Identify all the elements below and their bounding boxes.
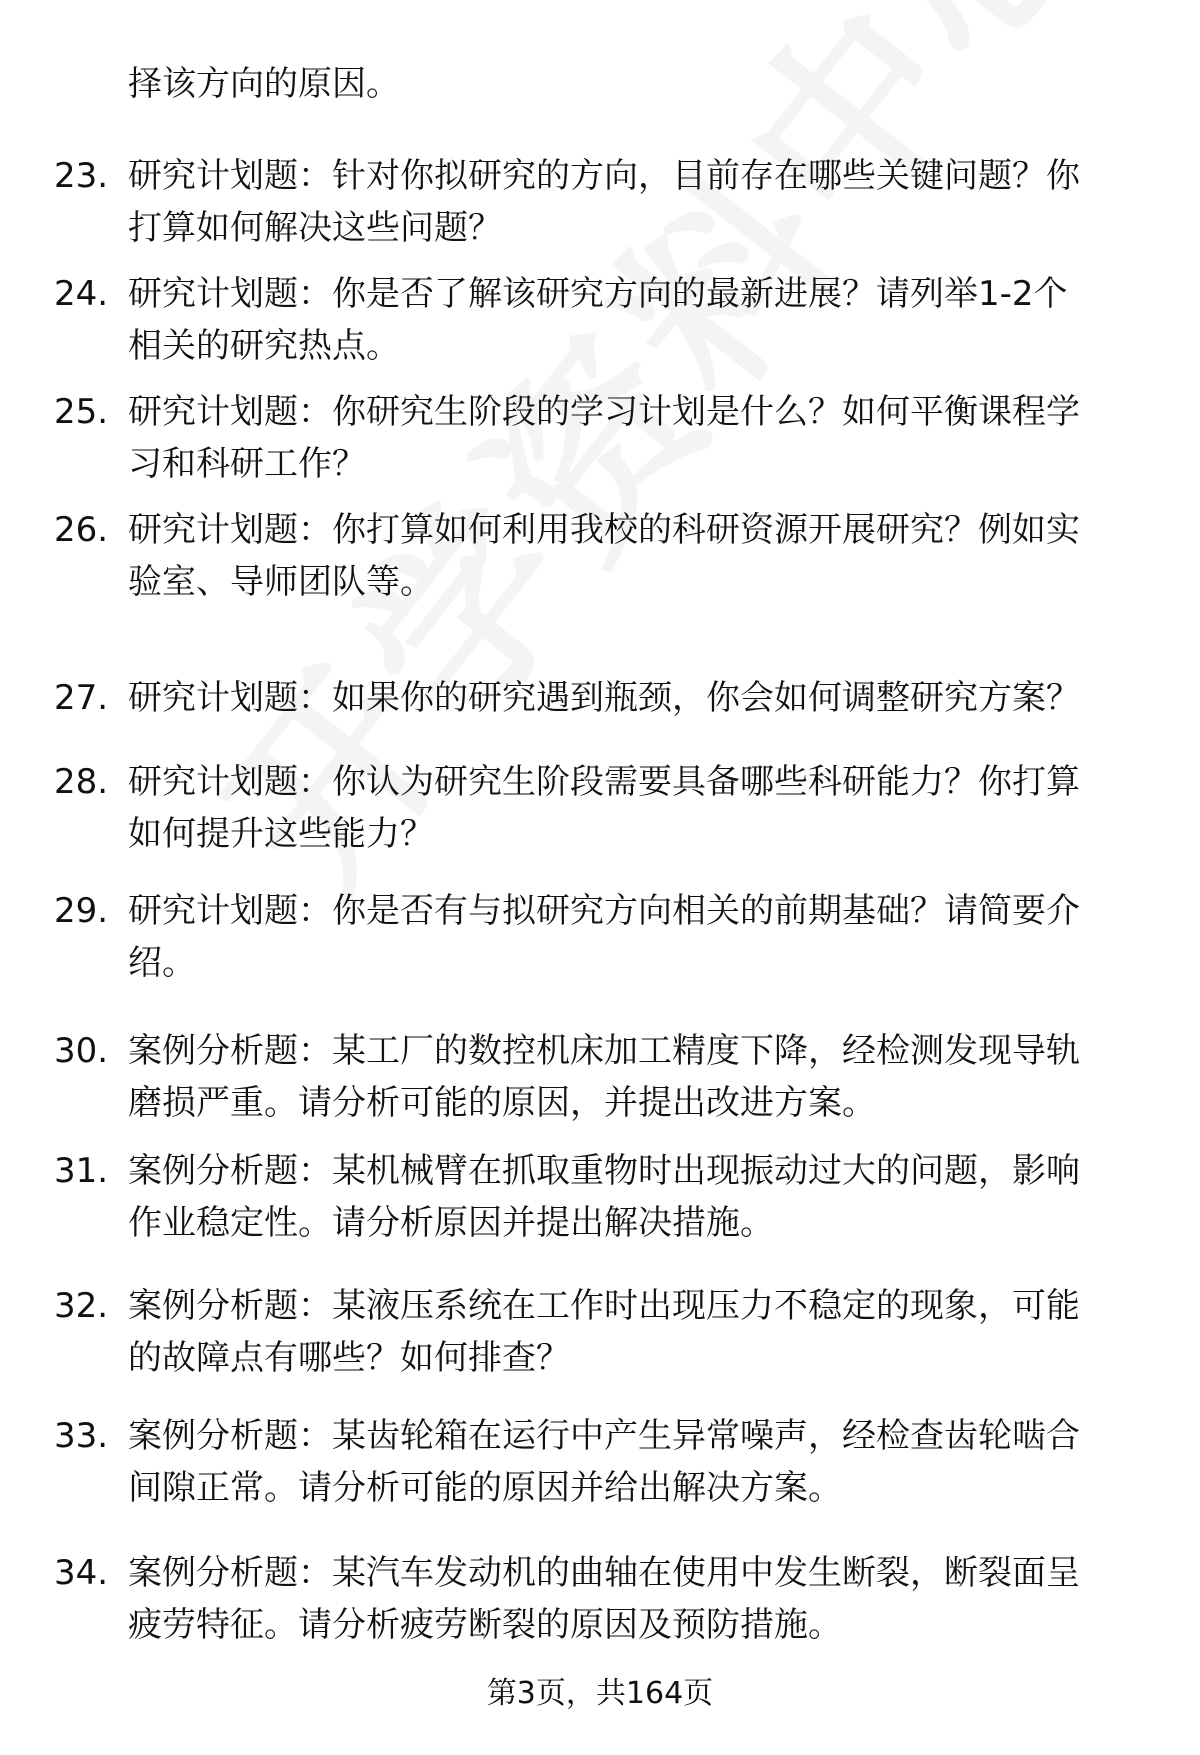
question-text-line-2: 作业稳定性。请分析原因并提出解决措施。 [128,1203,774,1243]
question-number: 25. [54,392,109,432]
page-footer: 第3页，共164页 [486,1676,714,1711]
question-text-line-1: 研究计划题：针对你拟研究的方向，目前存在哪些关键问题？你 [128,156,1080,196]
question-text-line-1: 案例分析题：某工厂的数控机床加工精度下降，经检测发现导轨 [128,1031,1080,1071]
question-text-line-1: 研究计划题：你是否了解该研究方向的最新进展？请列举1-2个 [128,274,1068,314]
question-text-line-2: 习和科研工作？ [128,444,366,484]
question-text-line-2: 打算如何解决这些问题？ [128,208,502,248]
question-text-line-1: 案例分析题：某汽车发动机的曲轴在使用中发生断裂，断裂面呈 [128,1553,1080,1593]
question-number: 24. [54,274,109,314]
question-text-line-2: 验室、导师团队等。 [128,562,434,602]
question-number: 32. [54,1286,109,1326]
question-text-line-1: 研究计划题：你研究生阶段的学习计划是什么？如何平衡课程学 [128,392,1080,432]
question-text-line-1: 研究计划题：你认为研究生阶段需要具备哪些科研能力？你打算 [128,762,1080,802]
question-text-line-1: 案例分析题：某液压系统在工作时出现压力不稳定的现象，可能 [128,1286,1080,1326]
question-number: 28. [54,762,109,802]
question-text-line-1: 案例分析题：某齿轮箱在运行中产生异常噪声，经检查齿轮啮合 [128,1416,1080,1456]
question-text-line-1: 研究计划题：如果你的研究遇到瓶颈，你会如何调整研究方案？ [128,678,1080,718]
question-text-line-2: 的故障点有哪些？如何排查？ [128,1338,570,1378]
question-number: 29. [54,891,109,931]
question-text-line-2: 相关的研究热点。 [128,326,400,366]
question-number: 30. [54,1031,109,1071]
question-number: 26. [54,510,109,550]
question-number: 33. [54,1416,109,1456]
question-text-line-2: 绍。 [128,943,196,983]
question-text-line-2: 间隙正常。请分析可能的原因并给出解决方案。 [128,1468,842,1508]
question-text-line-2: 如何提升这些能力？ [128,814,434,854]
question-text-line-1: 研究计划题：你是否有与拟研究方向相关的前期基础？请简要介 [128,891,1080,931]
question-text-line-2: 疲劳特征。请分析疲劳断裂的原因及预防措施。 [128,1605,842,1645]
question-number: 27. [54,678,109,718]
question-text-line-1: 研究计划题：你打算如何利用我校的科研资源开展研究？例如实 [128,510,1080,550]
question-text-line-1: 案例分析题：某机械臂在抓取重物时出现振动过大的问题，影响 [128,1151,1080,1191]
question-text-line-2: 磨损严重。请分析可能的原因，并提出改进方案。 [128,1083,876,1123]
question-number: 23. [54,156,109,196]
question-number: 31. [54,1151,109,1191]
question-number: 34. [54,1553,109,1593]
continuation-text: 择该方向的原因。 [128,64,400,104]
